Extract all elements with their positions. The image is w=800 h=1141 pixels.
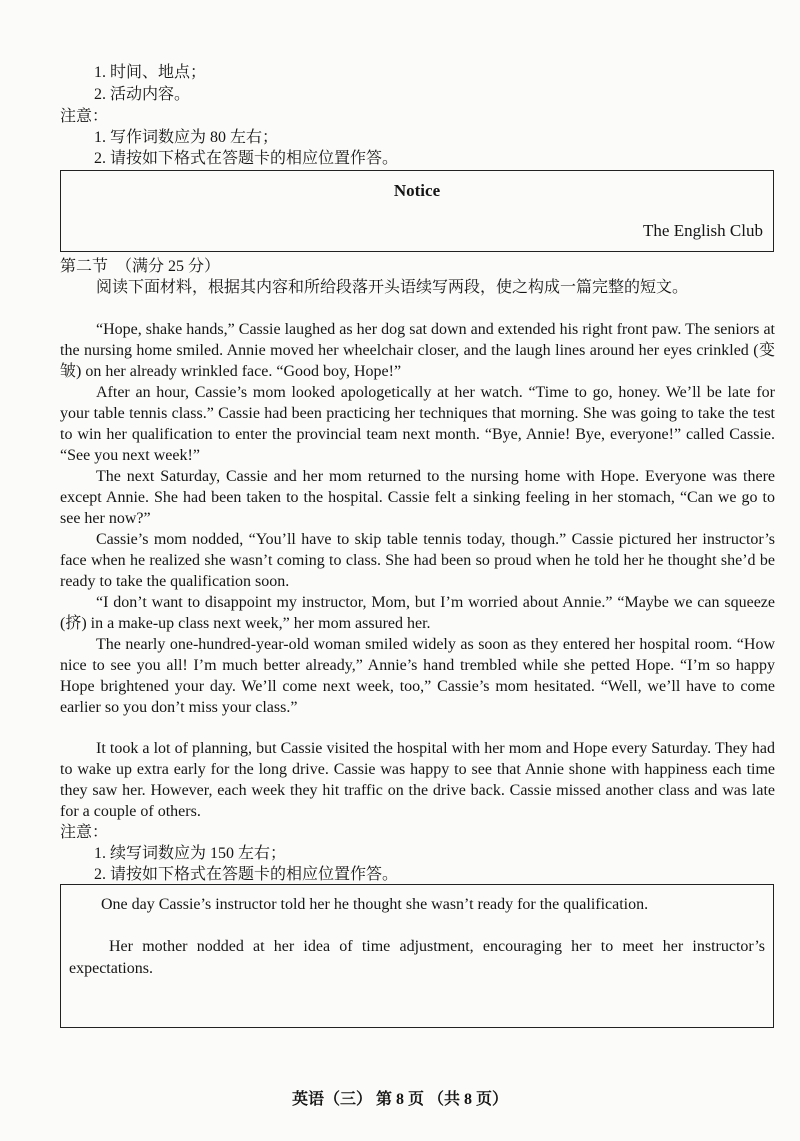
note-label: 注意：: [60, 824, 109, 841]
story-paragraph: [60, 319, 775, 382]
story-paragraph: [60, 529, 775, 592]
paragraph-text: It took a lot of planning, but Cassie visited the hospital with her mom and Hope every Saturday. They had to wake up extra early for the long drive. Cassie was happy to see that Annie shone with happiness each time they saw her. However, each week they hit traffic on the drive back. Cassie missed another class and was late for a couple of others.: [60, 740, 775, 820]
notice-signature: The English Club: [643, 221, 763, 240]
story-paragraph: [60, 738, 775, 822]
story-paragraph: [60, 382, 775, 466]
notice-answer-box: [60, 170, 774, 252]
paragraph-text: After an hour, Cassie’s mom looked apologetically at her watch. “Time to go, honey. We’ll be late for your table tennis class.” Cassie had been practicing her techniques that morning. She was going to take the test to win her qualification to enter the provincial team next month. “Bye, Annie! Bye, everyone!” called Cassie. “See you next week!”: [60, 384, 775, 464]
opening-text: One day Cassie’s instructor told her he thought she wasn’t ready for the qualification.: [101, 896, 649, 913]
story-paragraph: [60, 466, 775, 529]
story-paragraph: [60, 592, 775, 634]
continuation-answer-box: [60, 884, 774, 1028]
instruction-text: 阅读下面材料，根据其内容和所给段落开头语续写两段，使之构成一篇完整的短文。: [96, 279, 689, 296]
paragraph-text: The nearly one-hundred-year-old woman smiled widely as soon as they entered her hospital room. “How nice to see you all! I’m much better already,” Annie’s hand trembled while she petted Hope. “I’m so happy Hope brightened your day. We’ll come next week, too,” Cassie’s mom hesitated. “Well, we’ll have to come earlier so you don’t miss your class.”: [60, 636, 775, 716]
section-instruction: [60, 277, 775, 298]
continuation-opening: [69, 894, 765, 916]
notice-title: Notice: [393, 181, 441, 200]
paragraph-text: “I don’t want to disappoint my instructor, Mom, but I’m worried about Annie.” “Maybe we can squeeze (挤) in a make-up class next week,” her mom assured her.: [60, 594, 775, 632]
note-item: 2. 请按如下格式在答题卡的相应位置作答。: [94, 866, 399, 883]
paragraph-text: Cassie’s mom nodded, “You’ll have to skip table tennis today, though.” Cassie pictured her instructor’s face when he realized she wasn’t coming to class. She had been so proud when he told her he thought she’d be ready to take the qualification soon.: [60, 531, 775, 590]
page-footer: 英语（三） 第 8 页 （共 8 页）: [291, 1091, 508, 1108]
story-paragraph: [60, 634, 775, 718]
continuation-opening: [69, 936, 765, 980]
opening-text: Her mother nodded at her idea of time adjustment, encouraging her to meet her instructor’s expectations.: [69, 938, 765, 977]
requirement-item: 2. 活动内容。: [94, 86, 191, 103]
note-item: 2. 请按如下格式在答题卡的相应位置作答。: [94, 150, 399, 167]
note-label: 注意：: [60, 108, 109, 125]
requirement-item: 1. 时间、地点；: [94, 64, 207, 81]
paragraph-text: “Hope, shake hands,” Cassie laughed as her dog sat down and extended his right front paw. The seniors at the nursing home smiled. Annie moved her wheelchair closer, and the laugh lines around her eyes crinkled (变皱) on her already wrinkled face. “Good boy, Hope!”: [60, 321, 775, 380]
note-item: 1. 写作词数应为 80 左右；: [94, 129, 279, 146]
note-item: 1. 续写词数应为 150 左右；: [94, 845, 287, 862]
section-heading: 第二节 （满分 25 分）: [60, 258, 221, 275]
paragraph-text: The next Saturday, Cassie and her mom returned to the nursing home with Hope. Everyone was there except Annie. She had been taken to the hospital. Cassie felt a sinking feeling in her stomach, “Can we go to see her now?”: [60, 468, 775, 527]
